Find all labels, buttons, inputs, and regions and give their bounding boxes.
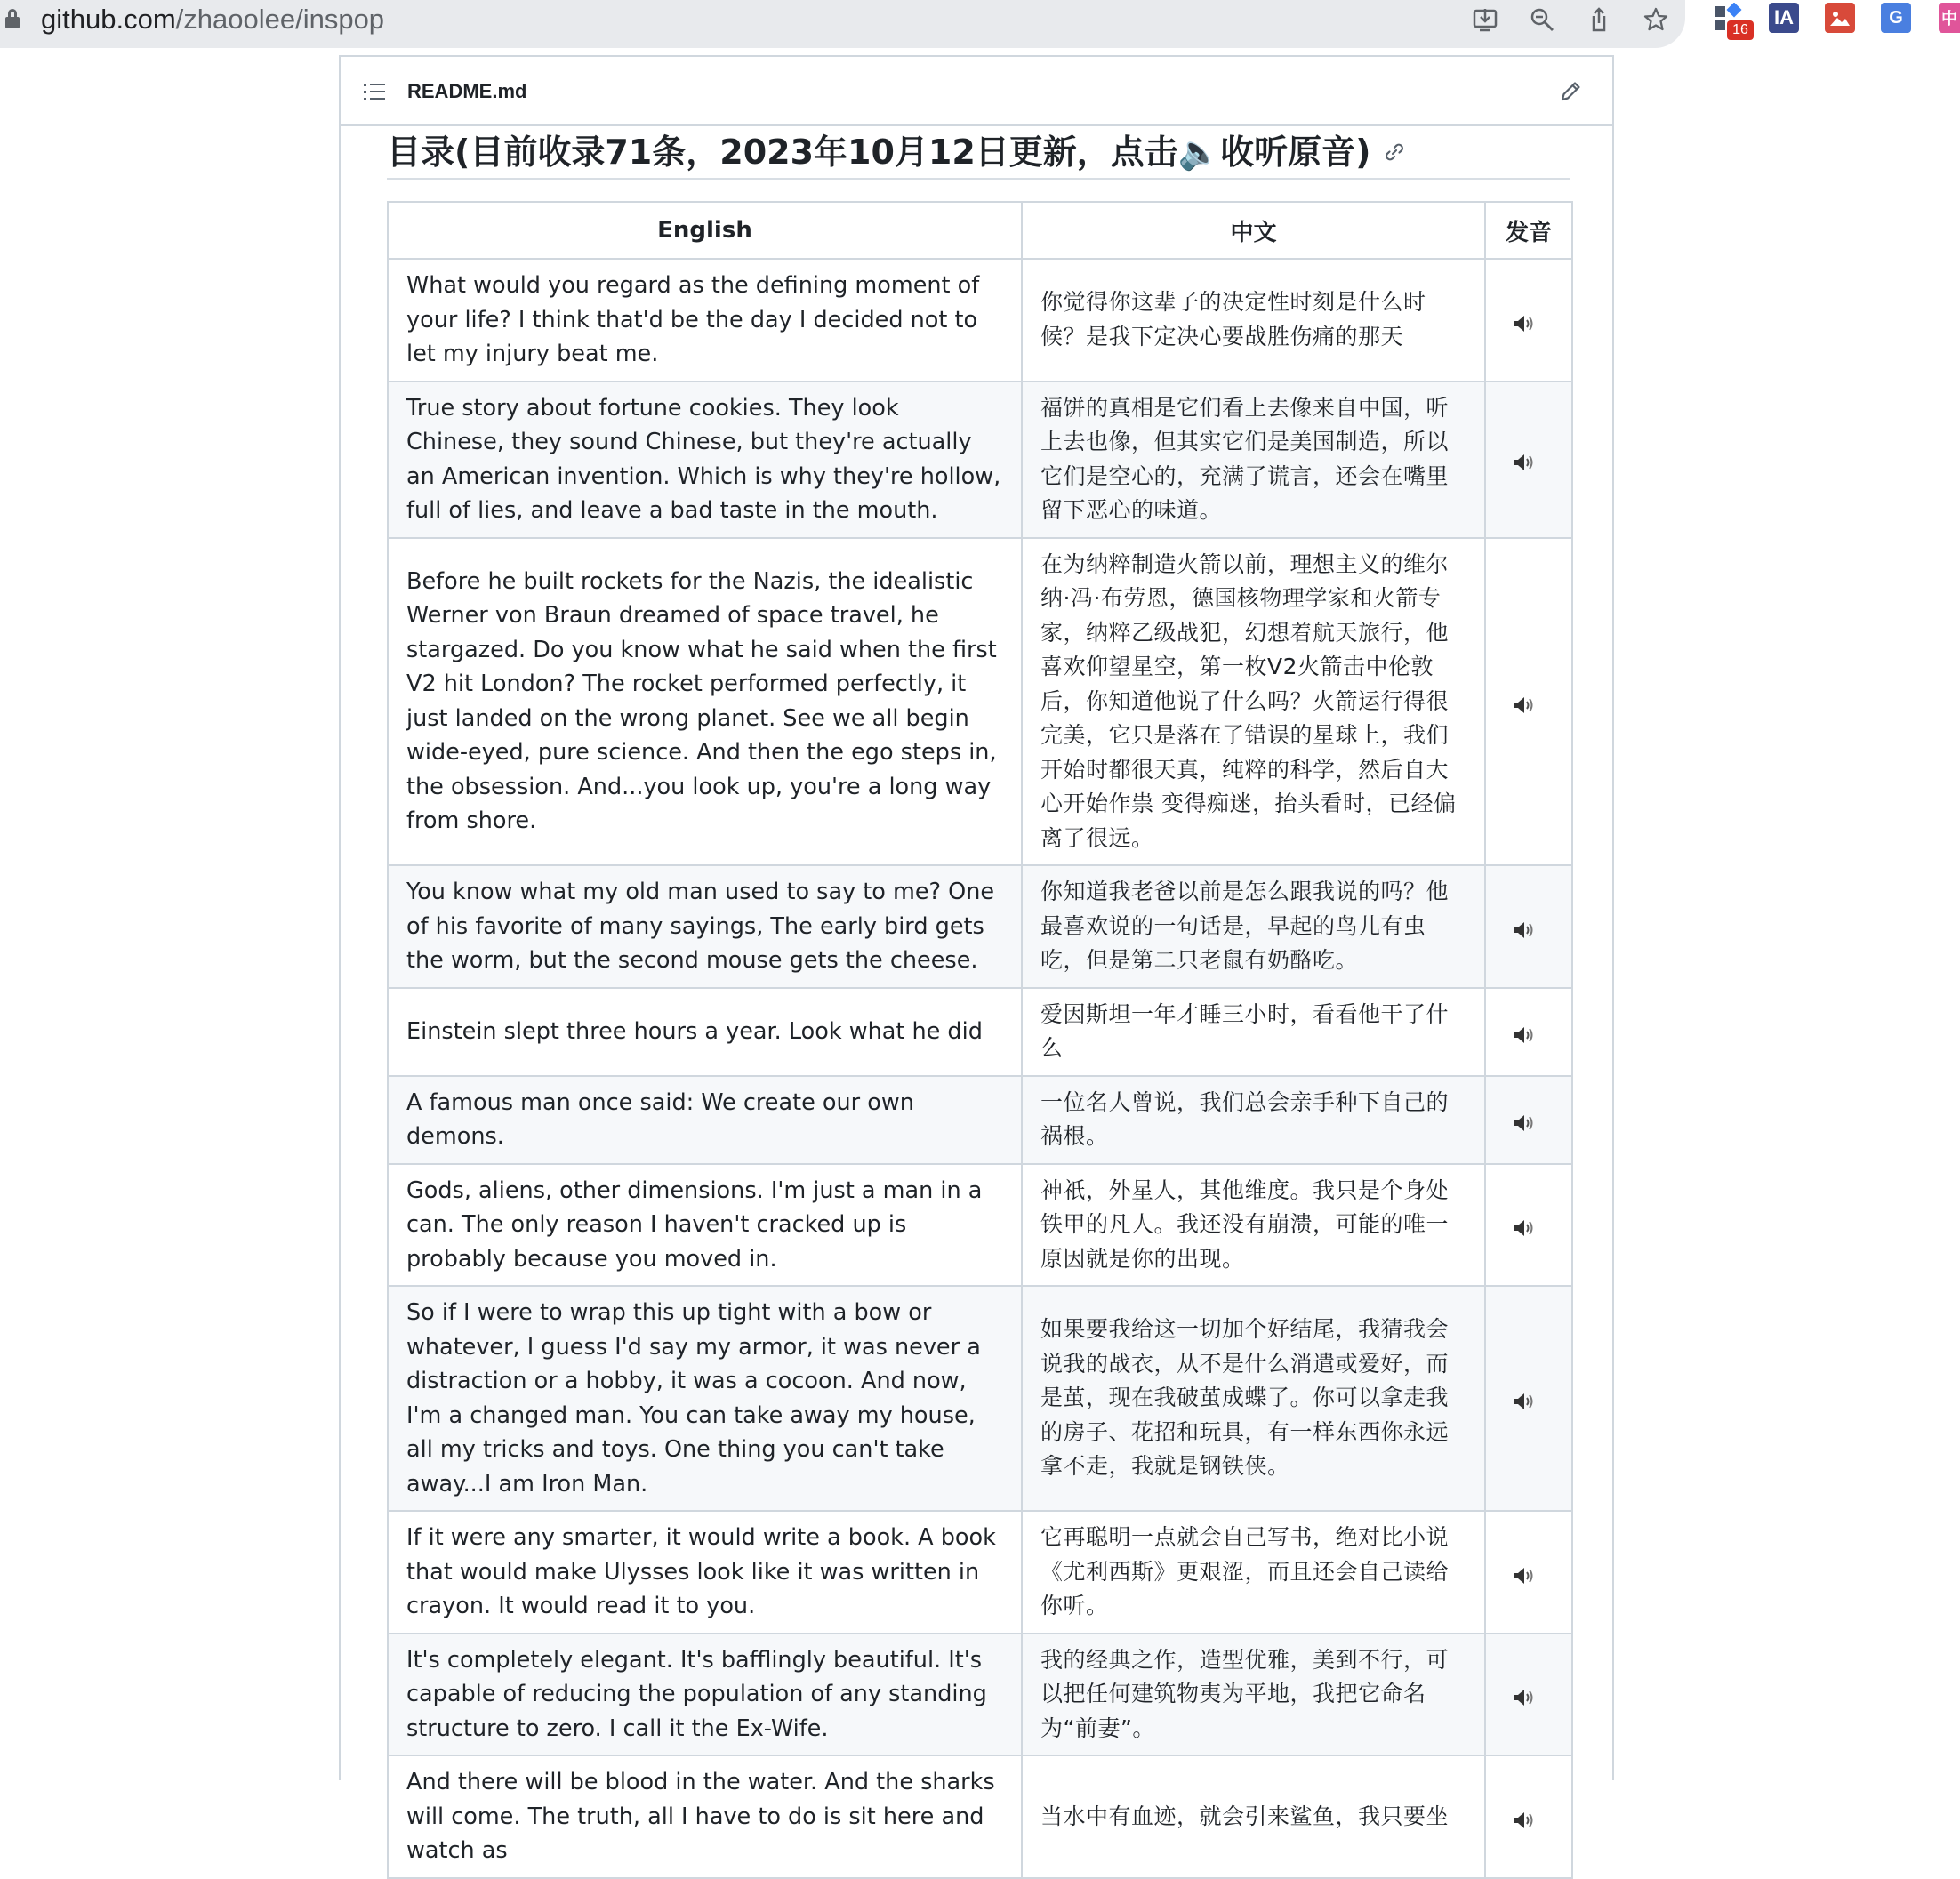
table-row (388, 538, 1572, 866)
speaker-icon[interactable] (1511, 449, 1536, 470)
table-row (388, 1076, 1572, 1164)
section-title: 目录(目前收录71条，2023年10月12日更新，点击🔈收听原音) (387, 132, 1371, 172)
chinese-quote: 神祇，外星人，其他维度。我只是个身处铁甲的凡人。我还没有崩溃，可能的唯一原因就是你的出现。 (1022, 1164, 1485, 1287)
header-audio: 发音 (1485, 202, 1572, 259)
outline-list-icon[interactable] (364, 82, 385, 101)
table-row (388, 259, 1572, 381)
english-quote: A famous man once said: We create our own demons. (388, 1076, 1022, 1164)
chinese-quote: 我的经典之作，造型优雅，美到不行，可以把任何建筑物夷为平地，我把它命名为“前妻”。 (1022, 1634, 1485, 1756)
readme-file-name[interactable]: README.md (407, 80, 527, 102)
table-row (388, 1286, 1572, 1511)
english-quote: Gods, aliens, other dimensions. I'm just a man in a can. The only reason I haven't cracked up is probably because you moved in. (388, 1164, 1022, 1287)
audio-cell (1485, 381, 1572, 538)
english-quote: Einstein slept three hours a year. Look what he did (388, 988, 1022, 1076)
url-text[interactable] (41, 2, 384, 37)
zoom-icon[interactable] (1526, 4, 1558, 36)
chinese-quote: 如果要我给这一切加个好结尾，我猜我会说我的战衣，从不是什么消遣或爱好，而是茧，现在我破茧成蝶了。你可以拿走我的房子、花招和玩具，有一样东西你永远拿不走，我就是钢铁侠。 (1022, 1286, 1485, 1511)
table-body (388, 259, 1572, 1878)
chinese-quote: 在为纳粹制造火箭以前，理想主义的维尔纳·冯·布劳恩，德国核物理学家和火箭专家，纳粹乙级战犯，幻想着航天旅行，他喜欢仰望星空，第一枚V2火箭击中伦敦后，你知道他说了什么吗？火箭运行得很完美，它只是落在了错误的星球上，我们开始时都很天真，纯粹的科学，然后自大心开始作祟 变得痴迷，抬头看时，已经偏离了很远。 (1022, 538, 1485, 866)
table-row (388, 1164, 1572, 1287)
extension-ia-icon[interactable]: IA (1769, 3, 1799, 33)
table-row (388, 1634, 1572, 1756)
table-row (388, 865, 1572, 988)
audio-cell (1485, 1511, 1572, 1634)
english-quote: You know what my old man used to say to me? One of his favorite of many sayings, The early bird gets the worm, but the second mouse gets the cheese. (388, 865, 1022, 988)
speaker-icon[interactable] (1511, 1562, 1536, 1584)
english-quote: True story about fortune cookies. They look Chinese, they sound Chinese, but they're actually an American invention. Which is why they're hollow, full of lies, and leave a bad taste in the mouth. (388, 381, 1022, 538)
chinese-quote: 你觉得你这辈子的决定性时刻是什么时候？是我下定决心要战胜伤痛的那天 (1022, 259, 1485, 381)
header-english: English (388, 202, 1022, 259)
extension-translate-icon[interactable]: G (1881, 3, 1911, 33)
chinese-quote: 当水中有血迹，就会引来鲨鱼，我只要坐 (1022, 1755, 1485, 1878)
table-row (388, 1511, 1572, 1634)
readme-container (339, 55, 1614, 1864)
speaker-icon[interactable] (1511, 692, 1536, 713)
english-quote: And there will be blood in the water. And the sharks will come. The truth, all I have to do is sit here and watch as (388, 1755, 1022, 1878)
readme-header (341, 57, 1612, 126)
chinese-quote: 福饼的真相是它们看上去像来自中国，听上去也像，但其实它们是美国制造，所以它们是空心的，充满了谎言，还会在嘴里留下恶心的味道。 (1022, 381, 1485, 538)
section-heading (387, 126, 1570, 180)
audio-cell (1485, 1164, 1572, 1287)
quotes-table (387, 201, 1571, 1879)
english-quote: So if I were to wrap this up tight with a bow or whatever, I guess I'd say my armor, it was never a distraction or a hobby, it was a cocoon. And now, I'm a changed man. You can take away my house, all my tricks and toys. One thing you can't take away...I am Iron Man. (388, 1286, 1022, 1511)
speaker-icon[interactable] (1511, 310, 1536, 332)
audio-cell (1485, 865, 1572, 988)
header-chinese: 中文 (1022, 202, 1485, 259)
browser-toolbar (0, 0, 1960, 53)
speaker-icon[interactable] (1511, 1684, 1536, 1706)
install-app-icon[interactable] (1469, 4, 1501, 36)
english-quote: If it were any smarter, it would write a book. A book that would make Ulysses look like it was written in crayon. It would read it to you. (388, 1511, 1022, 1634)
share-icon[interactable] (1583, 4, 1615, 36)
speaker-icon[interactable] (1511, 1215, 1536, 1236)
speaker-icon[interactable] (1511, 1388, 1536, 1409)
english-quote: It's completely elegant. It's bafflingly beautiful. It's capable of reducing the population of any standing structure to zero. I call it the Ex-Wife. (388, 1634, 1022, 1756)
address-bar[interactable] (0, 0, 1685, 48)
audio-cell (1485, 259, 1572, 381)
edit-pencil-icon[interactable] (1559, 80, 1582, 103)
link-anchor-icon[interactable] (1383, 141, 1406, 164)
extension-badge: 16 (1727, 20, 1754, 40)
audio-cell (1485, 988, 1572, 1076)
audio-cell (1485, 1286, 1572, 1511)
table-row (388, 1755, 1572, 1878)
chinese-quote: 你知道我老爸以前是怎么跟我说的吗？他最喜欢说的一句话是，早起的鸟儿有虫吃，但是第二只老鼠有奶酪吃。 (1022, 865, 1485, 988)
extension-image-icon[interactable] (1825, 3, 1855, 33)
speaker-icon[interactable] (1511, 1022, 1536, 1043)
speaker-icon[interactable] (1511, 917, 1536, 938)
table-row (388, 381, 1572, 538)
table-row (388, 988, 1572, 1076)
extension-pink-icon[interactable]: 中 (1939, 3, 1960, 33)
url-host: github.com (41, 4, 176, 35)
english-quote: Before he built rockets for the Nazis, the idealistic Werner von Braun dreamed of space travel, he stargazed. Do you know what he said when the first V2 hit London? The rocket performed perfectly, it just landed on the wrong planet. See we all begin wide-eyed, pure science. And then the ego steps in, the obsession. And...you look up, you're a long way from shore. (388, 538, 1022, 866)
speaker-icon[interactable] (1511, 1110, 1536, 1131)
table-header-row (388, 202, 1572, 259)
chinese-quote: 爱因斯坦一年才睡三小时，看看他干了什么 (1022, 988, 1485, 1076)
chinese-quote: 它再聪明一点就会自己写书，绝对比小说《尤利西斯》更艰涩，而且还会自己读给你听。 (1022, 1511, 1485, 1634)
chinese-quote: 一位名人曾说，我们总会亲手种下自己的祸根。 (1022, 1076, 1485, 1164)
speaker-icon[interactable] (1511, 1807, 1536, 1828)
audio-cell (1485, 1755, 1572, 1878)
audio-cell (1485, 538, 1572, 866)
lock-icon[interactable] (5, 9, 20, 28)
url-path: /zhaoolee/inspop (175, 4, 385, 35)
audio-cell (1485, 1634, 1572, 1756)
english-quote: What would you regard as the defining moment of your life? I think that'd be the day I decided not to let my injury beat me. (388, 259, 1022, 381)
bookmark-star-icon[interactable] (1640, 4, 1672, 36)
audio-cell (1485, 1076, 1572, 1164)
